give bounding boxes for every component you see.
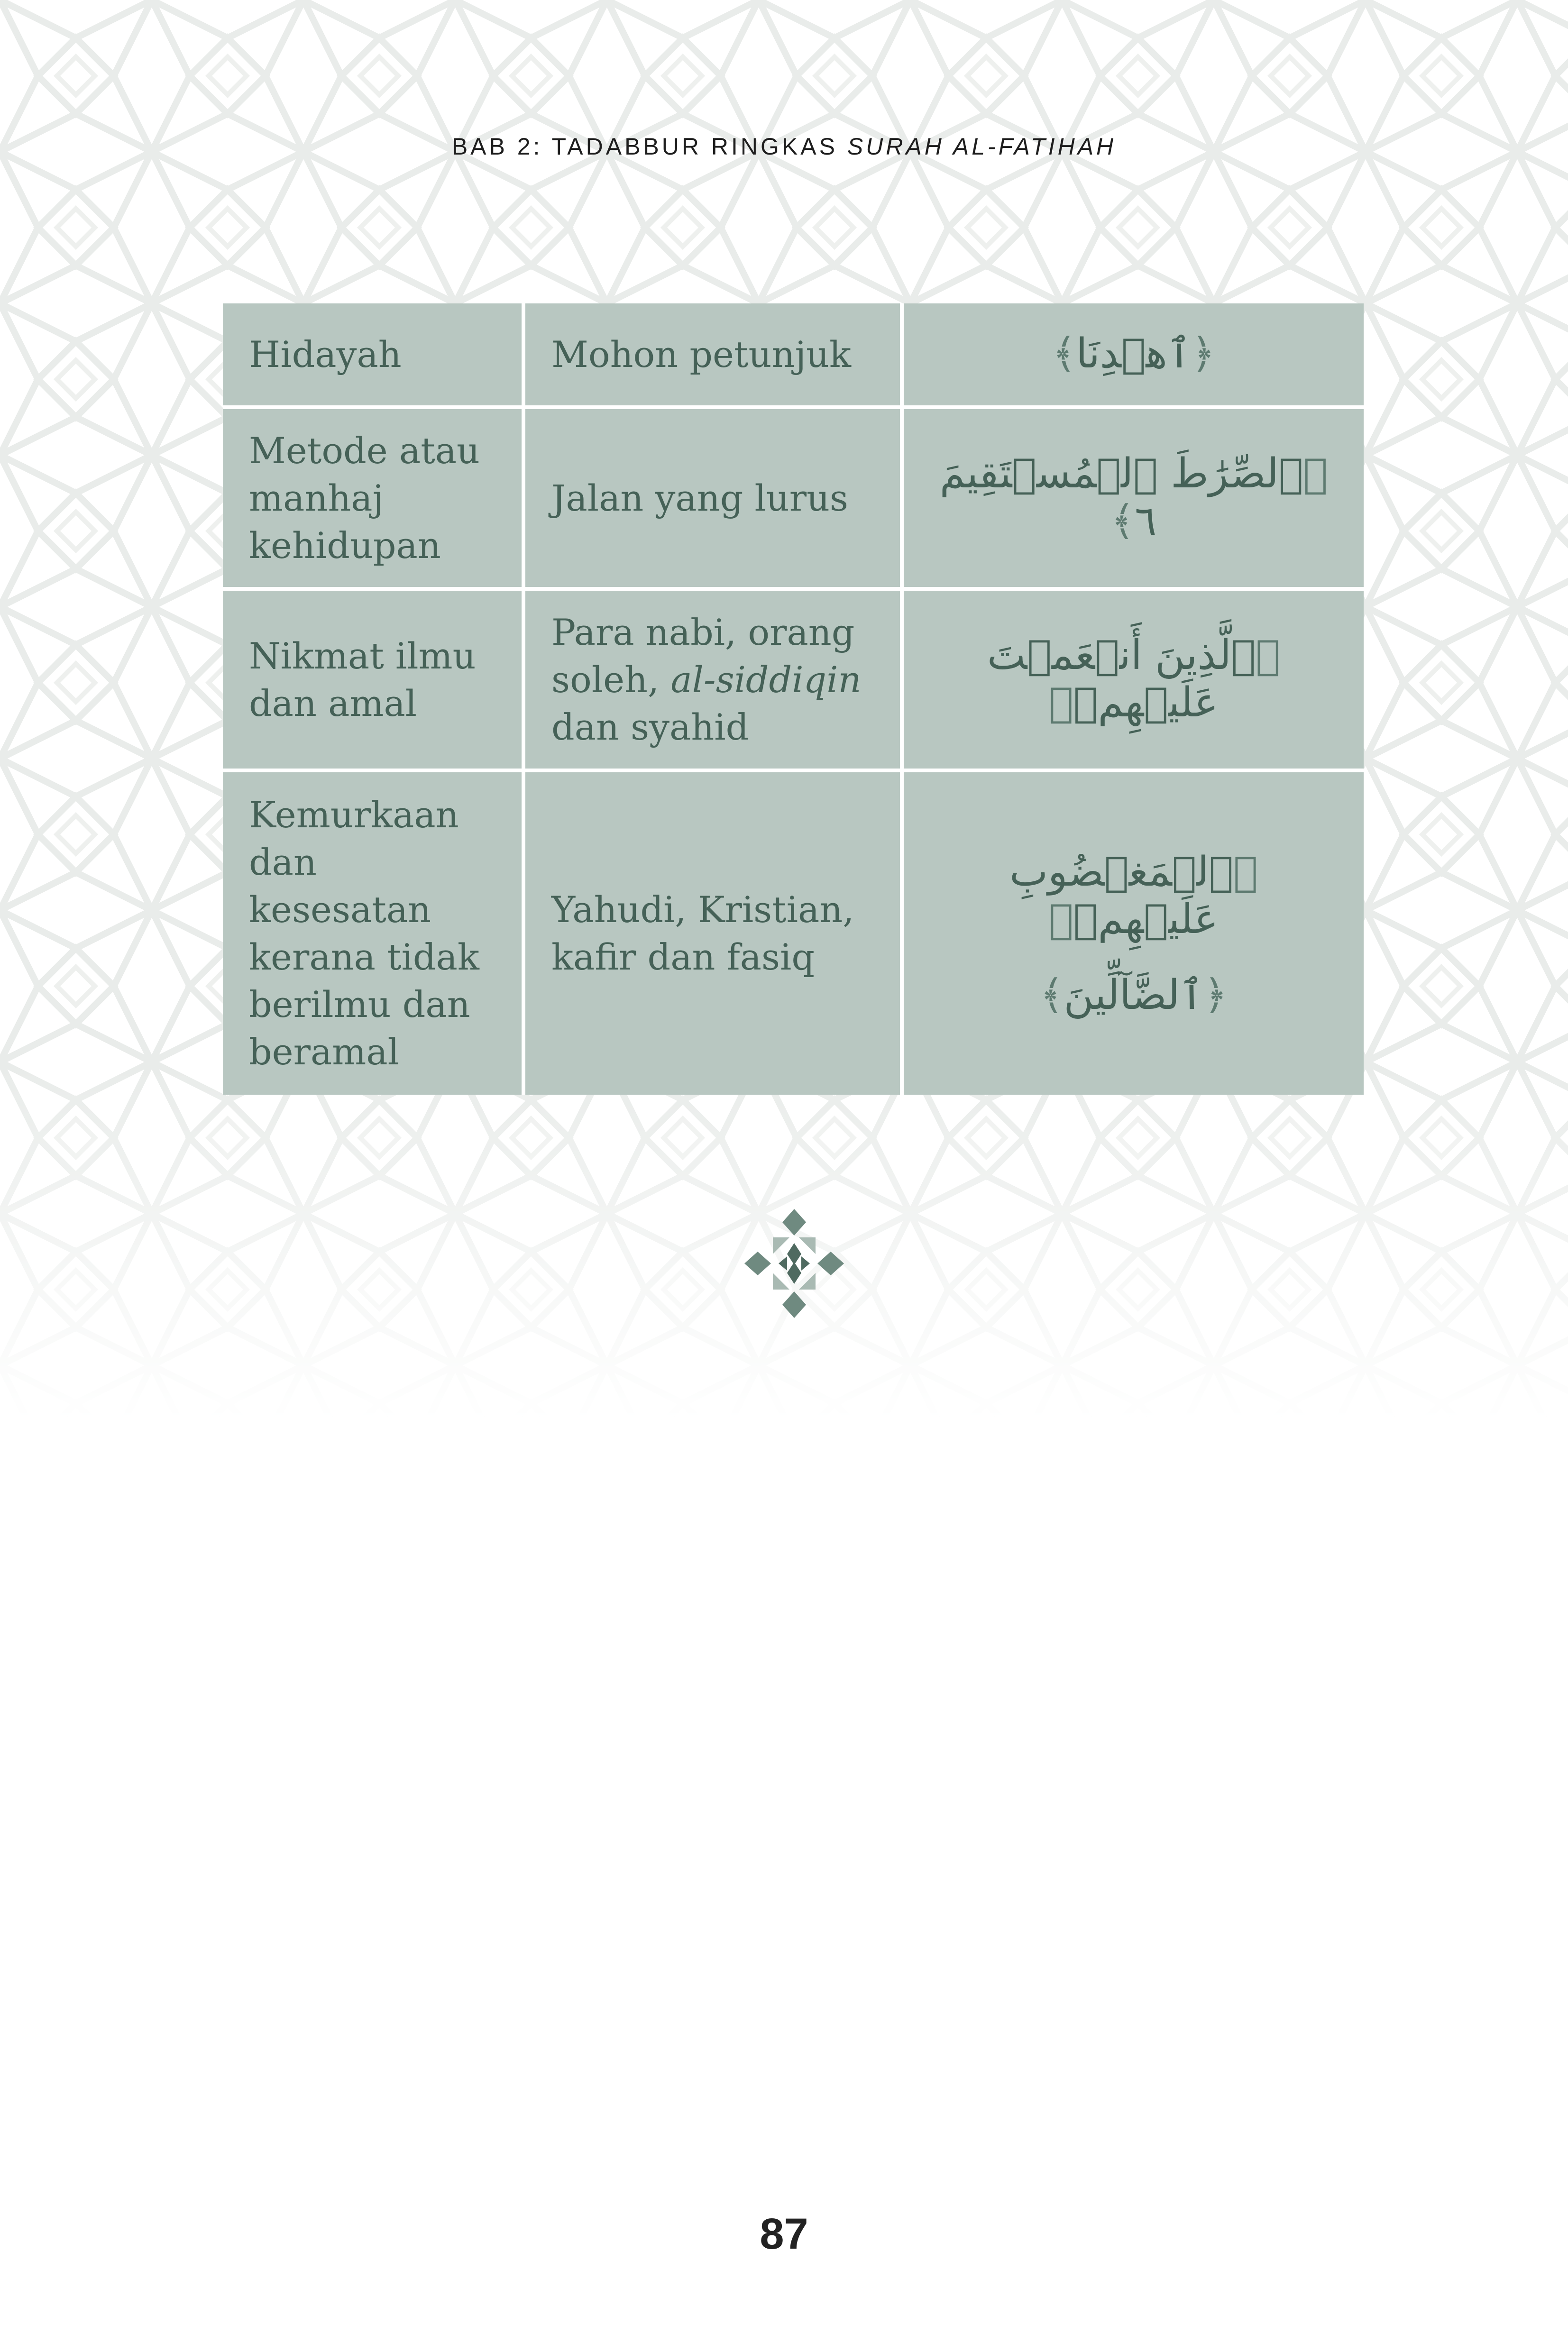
arabic-text: ٱلۡمَغۡضُوبِ عَلَيۡهِمۡ — [1009, 848, 1234, 943]
meaning-text: dan syahid — [551, 705, 749, 748]
meaning-cell: Mohon petunjuk — [523, 303, 902, 407]
ornate-bracket-left-icon: ﴾ — [1049, 896, 1073, 943]
arabic-cell — [902, 303, 1364, 407]
arabic-cell — [902, 589, 1364, 770]
meaning-cell: Jalan yang lurus — [523, 407, 902, 589]
running-header — [0, 133, 1568, 160]
arabic-text: ٱلضَّآلِّينَ — [1064, 971, 1204, 1019]
tadabbur-table — [223, 303, 1364, 1095]
meaning-cell: Yahudi, Kristian, kafir dan fasiq — [523, 770, 902, 1095]
meaning-text: Para nabi, orang soleh, — [551, 611, 855, 701]
ornate-bracket-right-icon: ﴿ — [1233, 848, 1258, 896]
table-row — [223, 589, 1364, 770]
concept-cell: Kemurkaan dan kesesatan kerana tidak berilmu dan beramal — [223, 770, 523, 1095]
tadabbur-table-container — [223, 303, 1364, 1095]
arabic-cell — [902, 407, 1364, 589]
ornate-bracket-right-icon: ﴿ — [1256, 631, 1280, 679]
ornate-bracket-left-icon: ﴾ — [1049, 679, 1073, 726]
page-number: 87 — [760, 2210, 808, 2258]
ornate-bracket-right-icon: ﴿ — [1303, 450, 1328, 497]
arabic-verse — [930, 450, 1338, 545]
diamond-star-ornament-icon — [744, 1209, 844, 1318]
ornate-bracket-left-icon: ﴾ — [1052, 330, 1076, 377]
arabic-text: ٱلصِّرَٰطَ ٱلۡمُسۡتَقِيمَ ٦ — [939, 450, 1303, 545]
arabic-verse — [930, 971, 1338, 1019]
ornate-bracket-left-icon: ﴾ — [1040, 971, 1064, 1019]
arabic-verse — [930, 848, 1338, 943]
ornate-bracket-right-icon: ﴿ — [1191, 330, 1215, 377]
arabic-text: ٱلَّذِينَ أَنۡعَمۡتَ عَلَيۡهِمۡ — [987, 631, 1256, 726]
header-surah-name: SURAH AL-FATIHAH — [847, 133, 1117, 160]
meaning-cell — [523, 589, 902, 770]
arabic-cell — [902, 770, 1364, 1095]
table-row — [223, 303, 1364, 407]
concept-cell: Hidayah — [223, 303, 523, 407]
meaning-italic-term: al-siddiqin — [670, 658, 862, 701]
ornate-bracket-left-icon: ﴾ — [1110, 497, 1135, 545]
table-row — [223, 770, 1364, 1095]
concept-cell: Nikmat ilmu dan amal — [223, 589, 523, 770]
concept-cell: Metode atau manhaj kehidupan — [223, 407, 523, 589]
arabic-verse — [1052, 330, 1215, 377]
arabic-verse — [930, 631, 1338, 726]
arabic-text: ٱهۡدِنَا — [1076, 330, 1192, 377]
table-row — [223, 407, 1364, 589]
ornate-bracket-right-icon: ﴿ — [1203, 971, 1228, 1019]
header-prefix: BAB 2: TADABBUR RINGKAS — [451, 133, 847, 160]
